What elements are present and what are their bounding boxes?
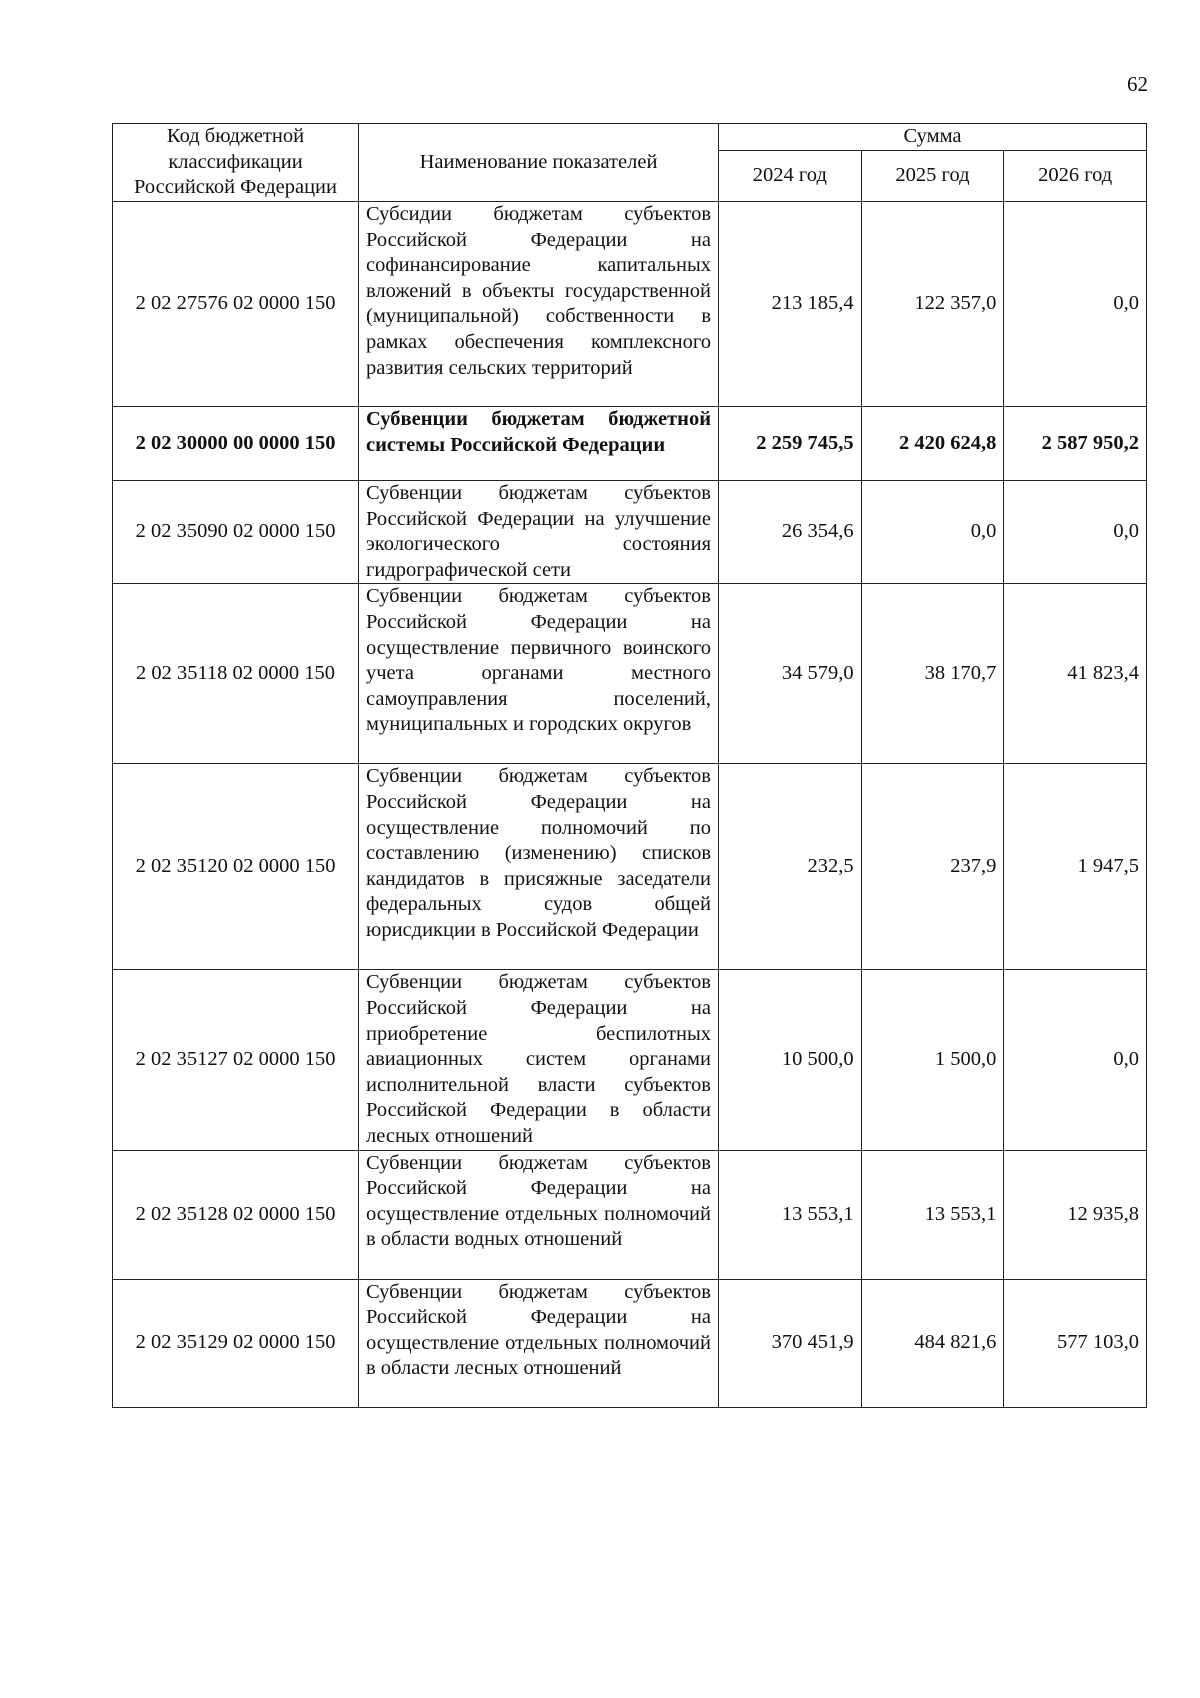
indicator-name-cell: Субвенции бюджетам бюджетной системы Российской Федерации xyxy=(359,407,719,481)
table-header xyxy=(113,124,1147,202)
budget-code-cell: 2 02 35127 02 0000 150 xyxy=(113,970,359,1150)
amount-2024-cell: 10 500,0 xyxy=(719,970,862,1150)
amount-2026-cell: 0,0 xyxy=(1004,202,1147,407)
table-body xyxy=(113,202,1147,1408)
amount-2024-cell: 232,5 xyxy=(719,764,862,970)
budget-code-cell: 2 02 30000 00 0000 150 xyxy=(113,407,359,481)
table-row xyxy=(113,584,1147,764)
amount-2025-cell: 0,0 xyxy=(861,481,1004,584)
budget-table xyxy=(112,123,1147,1408)
budget-code-cell: 2 02 35128 02 0000 150 xyxy=(113,1150,359,1279)
year-2024-header: 2024 год xyxy=(719,151,862,202)
amount-2025-cell: 122 357,0 xyxy=(861,202,1004,407)
table-row xyxy=(113,407,1147,481)
indicator-name-cell: Субвенции бюджетам субъектов Российской Федерации на приобретение беспилотных авиационных систем органами исполнительной власти субъектов Российской Федерации в области лесных отношений xyxy=(359,970,719,1150)
amount-2025-cell: 38 170,7 xyxy=(861,584,1004,764)
table-row xyxy=(113,970,1147,1150)
indicator-name-cell: Субсидии бюджетам субъектов Российской Федерации на софинансирование капитальных вложений в объекты государственной (муниципальной) собственности в рамках обеспечения комплексного развития сельских территорий xyxy=(359,202,719,407)
table-row xyxy=(113,1150,1147,1279)
amount-2026-cell: 12 935,8 xyxy=(1004,1150,1147,1279)
budget-code-cell: 2 02 35090 02 0000 150 xyxy=(113,481,359,584)
indicator-name-cell: Субвенции бюджетам субъектов Российской Федерации на улучшение экологического состояния гидрографической сети xyxy=(359,481,719,584)
budget-code-cell: 2 02 35118 02 0000 150 xyxy=(113,584,359,764)
amount-2025-cell: 13 553,1 xyxy=(861,1150,1004,1279)
table-row xyxy=(113,764,1147,970)
header-row-top xyxy=(113,124,1147,151)
amount-2026-cell: 2 587 950,2 xyxy=(1004,407,1147,481)
sum-column-header: Сумма xyxy=(719,124,1147,151)
budget-code-cell: 2 02 35120 02 0000 150 xyxy=(113,764,359,970)
code-column-header: Код бюджетной классификации Российской Федерации xyxy=(113,124,359,202)
budget-code-cell: 2 02 27576 02 0000 150 xyxy=(113,202,359,407)
indicator-name-cell: Субвенции бюджетам субъектов Российской Федерации на осуществление полномочий по составлению (изменению) списков кандидатов в присяжные заседатели федеральных судов общей юрисдикции в Российской Федерации xyxy=(359,764,719,970)
amount-2024-cell: 2 259 745,5 xyxy=(719,407,862,481)
name-column-header: Наименование показателей xyxy=(359,124,719,202)
indicator-name-cell: Субвенции бюджетам субъектов Российской Федерации на осуществление отдельных полномочий в области водных отношений xyxy=(359,1150,719,1279)
year-2025-header: 2025 год xyxy=(861,151,1004,202)
indicator-name-cell: Субвенции бюджетам субъектов Российской Федерации на осуществление отдельных полномочий в области лесных отношений xyxy=(359,1279,719,1407)
amount-2024-cell: 370 451,9 xyxy=(719,1279,862,1407)
table-row xyxy=(113,202,1147,407)
amount-2024-cell: 13 553,1 xyxy=(719,1150,862,1279)
amount-2026-cell: 1 947,5 xyxy=(1004,764,1147,970)
amount-2024-cell: 213 185,4 xyxy=(719,202,862,407)
amount-2026-cell: 577 103,0 xyxy=(1004,1279,1147,1407)
budget-code-cell: 2 02 35129 02 0000 150 xyxy=(113,1279,359,1407)
page-number: 62 xyxy=(1127,72,1148,96)
amount-2025-cell: 484 821,6 xyxy=(861,1279,1004,1407)
indicator-name-cell: Субвенции бюджетам субъектов Российской Федерации на осуществление первичного воинского учета органами местного самоуправления поселений, муниципальных и городских округов xyxy=(359,584,719,764)
year-2026-header: 2026 год xyxy=(1004,151,1147,202)
amount-2025-cell: 237,9 xyxy=(861,764,1004,970)
table-row xyxy=(113,481,1147,584)
amount-2025-cell: 2 420 624,8 xyxy=(861,407,1004,481)
amount-2024-cell: 34 579,0 xyxy=(719,584,862,764)
table-row xyxy=(113,1279,1147,1407)
amount-2026-cell: 0,0 xyxy=(1004,481,1147,584)
amount-2024-cell: 26 354,6 xyxy=(719,481,862,584)
amount-2026-cell: 0,0 xyxy=(1004,970,1147,1150)
amount-2025-cell: 1 500,0 xyxy=(861,970,1004,1150)
amount-2026-cell: 41 823,4 xyxy=(1004,584,1147,764)
